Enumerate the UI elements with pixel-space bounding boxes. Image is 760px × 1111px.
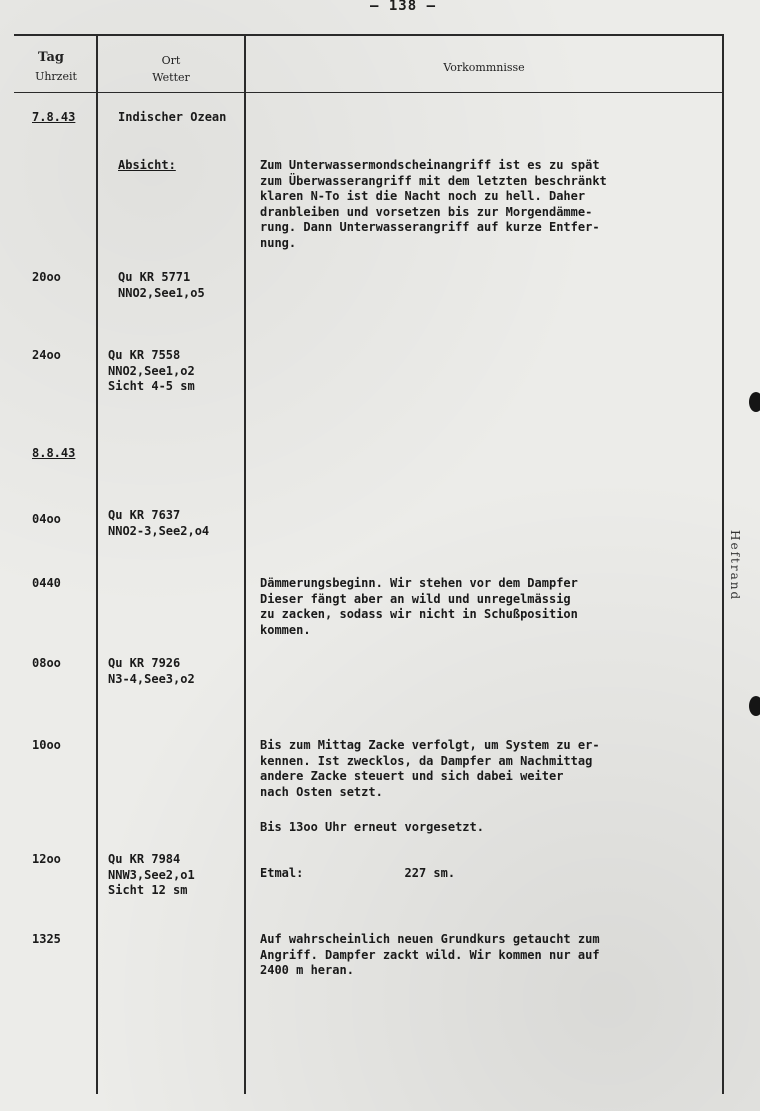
entry-time: 12oo <box>32 852 61 866</box>
table-top-border <box>14 34 724 36</box>
entry-event-text: Bis zum Mittag Zacke verfolgt, um System zu er- kennen. Ist zwecklos, da Dampfer am Nachmittag andere Zacke steuert und sich dabei weiter nach Osten setzt. <box>260 738 600 799</box>
entry-daily-run: Etmal: 227 sm. <box>260 866 456 880</box>
header-weather-label: Wetter <box>152 71 190 84</box>
entry-time: 20oo <box>32 270 61 284</box>
entry-time: 1325 <box>32 932 61 946</box>
entry-position-weather: Qu KR 7984 NNW3,See2,o1 Sicht 12 sm <box>108 852 195 897</box>
entry-position-weather: Qu KR 5771 NNO2,See1,o5 <box>118 270 205 300</box>
entry-time: 0440 <box>32 576 61 590</box>
punch-hole-bottom <box>749 696 760 716</box>
header-day-mark: Tag <box>38 50 64 65</box>
entry-date: 7.8.43 <box>32 110 76 124</box>
entry-event-text: Dämmerungsbeginn. Wir stehen vor dem Dampfer Dieser fängt aber an wild und unregelmässig zu zacken, sodass wir nicht in Schußposition kommen. <box>260 576 578 637</box>
entry-place: Indischer Ozean <box>118 110 227 124</box>
page-number: – 138 – <box>370 0 437 14</box>
entry-position-weather: Qu KR 7558 NNO2,See1,o2 Sicht 4-5 sm <box>108 348 195 393</box>
entry-time: 08oo <box>32 656 61 670</box>
entry-time: 24oo <box>32 348 61 362</box>
entry-time: 10oo <box>32 738 61 752</box>
binding-margin-label: Heftrand <box>728 530 742 602</box>
entry-event-text: Zum Unterwassermondscheinangriff ist es zu spät zum Überwasserangriff mit dem letzten beschränkt klaren N-To ist die Nacht noch zu hell. Daher dranbleiben und vorsetzen bis zur Morgendämme- rung. Dann Unterwasserangriff auf kurze Entfer- nung. <box>260 158 607 250</box>
table-right-border <box>722 34 724 1094</box>
header-place-label: Ort <box>161 54 181 67</box>
punch-hole-top <box>749 392 760 412</box>
header-time-label: Uhrzeit <box>35 70 77 83</box>
entry-event-text: Auf wahrscheinlich neuen Grundkurs getaucht zum Angriff. Dampfer zackt wild. Wir kommen nur auf 2400 m heran. <box>260 932 600 977</box>
entry-intent-label: Absicht: <box>118 158 176 172</box>
column-divider-2 <box>244 34 246 1094</box>
header-bottom-border <box>14 92 724 93</box>
column-divider-1 <box>96 34 98 1094</box>
header-events-label: Vorkommnisse <box>443 61 525 74</box>
entry-position-weather: Qu KR 7926 N3-4,See3,o2 <box>108 656 195 686</box>
entry-time: 04oo <box>32 512 61 526</box>
entry-event-text: Bis 13oo Uhr erneut vorgesetzt. <box>260 820 484 834</box>
entry-date: 8.8.43 <box>32 446 76 460</box>
entry-position-weather: Qu KR 7637 NNO2-3,See2,o4 <box>108 508 210 538</box>
